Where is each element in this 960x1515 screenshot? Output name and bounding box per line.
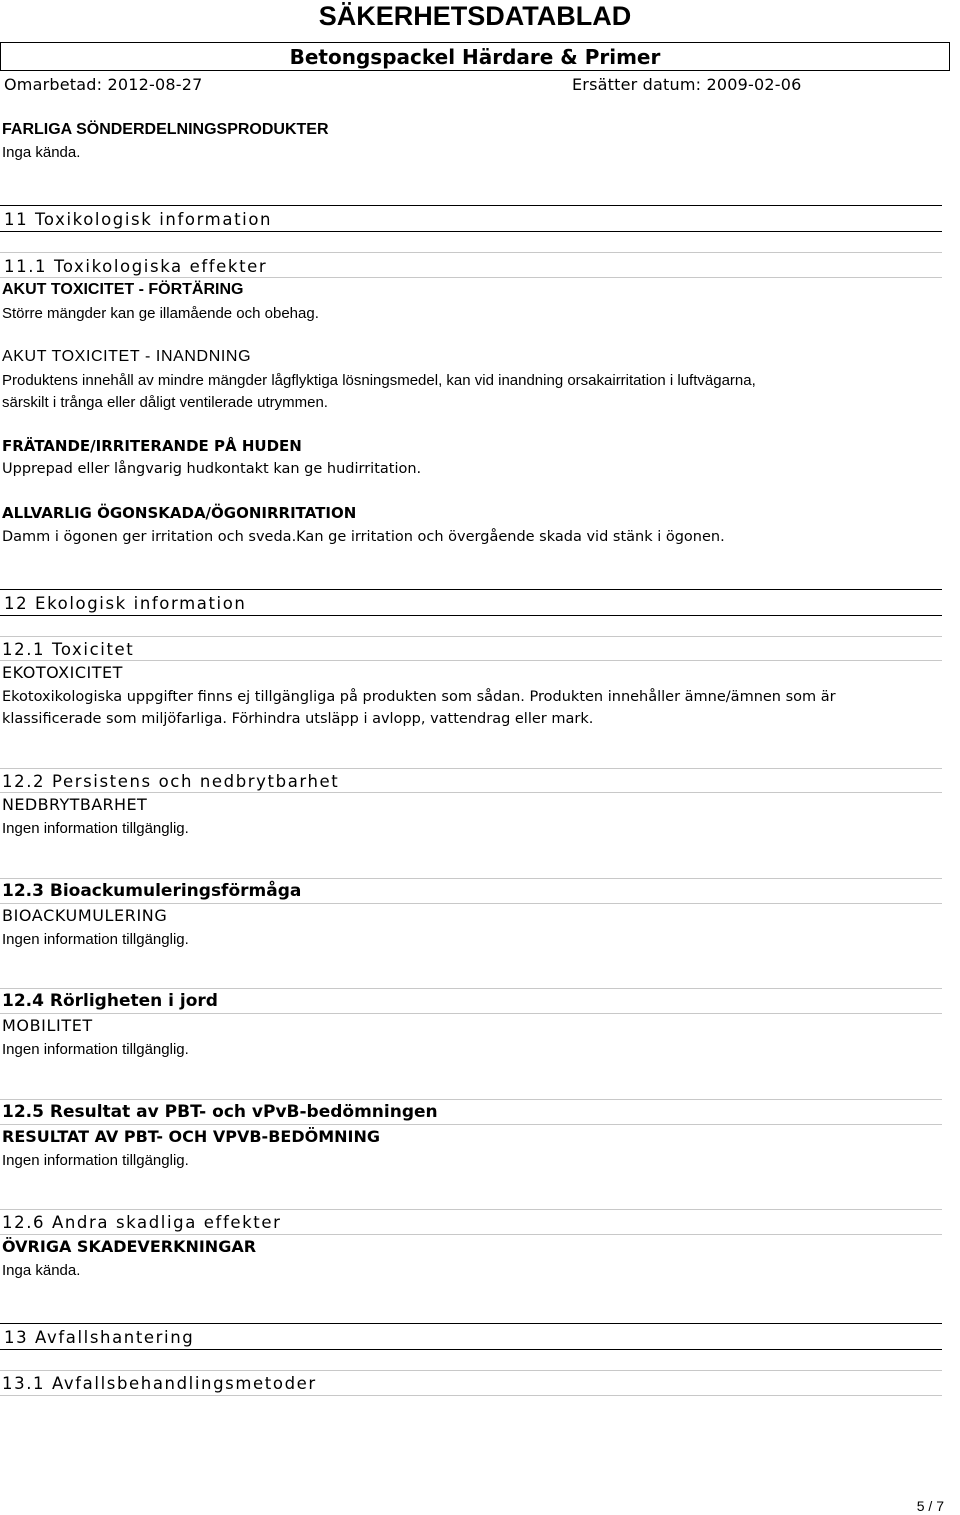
pbt-label: RESULTAT AV PBT- OCH VPVB-BEDÖMNING <box>2 1127 380 1146</box>
other-effects-text: Inga kända. <box>2 1262 81 1279</box>
skin-text: Upprepad eller långvarig hudkontakt kan ge hudirritation. <box>2 461 422 477</box>
degradability-label: NEDBRYTBARHET <box>2 795 148 814</box>
section-12-3-heading: 12.3 Bioackumuleringsförmåga <box>2 881 302 901</box>
section-12-bottom-rule <box>0 615 942 616</box>
decomposition-text: Inga kända. <box>2 144 81 161</box>
section-11-top-rule <box>0 205 942 206</box>
bioaccumulation-label: BIOACKUMULERING <box>2 906 168 925</box>
section-12-2-bottom-rule <box>0 792 942 793</box>
section-12-1-heading: 12.1 Toxicitet <box>2 640 135 659</box>
section-11-heading: 11 Toxikologisk information <box>4 210 273 229</box>
section-11-1-heading: 11.1 Toxikologiska effekter <box>4 257 268 276</box>
section-13-1-bottom-rule <box>0 1395 942 1396</box>
ingestion-heading: AKUT TOXICITET - FÖRTÄRING <box>2 281 244 298</box>
inhalation-text-line-1: Produktens innehåll av mindre mängder lågflyktiga lösningsmedel, kan vid inandning orsakairritation i luftvägarna, <box>2 372 756 389</box>
section-13-1-heading: 13.1 Avfallsbehandlingsmetoder <box>2 1374 317 1393</box>
skin-heading: FRÄTANDE/IRRITERANDE PÅ HUDEN <box>2 437 302 455</box>
mobility-label: MOBILITET <box>2 1016 93 1035</box>
degradability-text: Ingen information tillgänglig. <box>2 820 189 837</box>
ecotoxicity-text-line-1: Ekotoxikologiska uppgifter finns ej tillgängliga på produkten som sådan. Produkten innehåller ämne/ämnen som är <box>2 689 836 705</box>
section-12-5-bottom-rule <box>0 1124 942 1125</box>
document-title: SÄKERHETSDATABLAD <box>318 1 632 31</box>
ecotoxicity-label: EKOTOXICITET <box>2 663 123 682</box>
section-13-bottom-rule <box>0 1349 942 1350</box>
section-12-6-bottom-rule <box>0 1234 942 1235</box>
section-13-1-rule <box>0 1370 942 1371</box>
decomposition-heading: FARLIGA SÖNDERDELNINGSPRODUKTER <box>2 121 329 138</box>
section-12-5-heading: 12.5 Resultat av PBT- och vPvB-bedömningen <box>2 1102 438 1122</box>
mobility-text: Ingen information tillgänglig. <box>2 1041 189 1058</box>
section-11-1-rule <box>0 252 942 253</box>
section-12-6-heading: 12.6 Andra skadliga effekter <box>2 1213 282 1232</box>
page-number: 5 / 7 <box>916 1498 944 1514</box>
other-effects-label: ÖVRIGA SKADEVERKNINGAR <box>2 1237 257 1256</box>
bioaccumulation-text: Ingen information tillgänglig. <box>2 931 189 948</box>
section-12-4-bottom-rule <box>0 1013 942 1014</box>
section-12-1-bottom-rule <box>0 660 942 661</box>
section-11-bottom-rule <box>0 231 942 232</box>
section-12-1-rule <box>0 636 942 637</box>
section-13-top-rule <box>0 1323 942 1324</box>
section-12-2-heading: 12.2 Persistens och nedbrytbarhet <box>2 772 340 791</box>
inhalation-text-line-2: särskilt i trånga eller dåligt ventilerade utrymmen. <box>2 394 328 411</box>
section-12-2-rule <box>0 768 942 769</box>
section-12-4-heading: 12.4 Rörligheten i jord <box>2 991 218 1011</box>
section-12-top-rule <box>0 589 942 590</box>
replaces-date: Ersätter datum: 2009-02-06 <box>572 75 802 94</box>
ecotoxicity-text-line-2: klassificerade som miljöfarliga. Förhindra utsläpp i avlopp, vattendrag eller mark. <box>2 711 594 727</box>
section-11-1-bottom-rule <box>0 277 942 278</box>
pbt-text: Ingen information tillgänglig. <box>2 1152 189 1169</box>
product-name: Betongspackel Härdare & Primer <box>289 45 661 69</box>
section-13-heading: 13 Avfallshantering <box>4 1328 195 1347</box>
section-12-3-bottom-rule <box>0 903 942 904</box>
eye-heading: ALLVARLIG ÖGONSKADA/ÖGONIRRITATION <box>2 504 357 522</box>
inhalation-heading: AKUT TOXICITET - INANDNING <box>2 348 252 365</box>
ingestion-text: Större mängder kan ge illamående och obehag. <box>2 305 319 322</box>
eye-text: Damm i ögonen ger irritation och sveda.Kan ge irritation och övergående skada vid stänk i ögonen. <box>2 529 725 545</box>
section-12-6-rule <box>0 1209 942 1210</box>
section-12-heading: 12 Ekologisk information <box>4 594 247 613</box>
revised-date: Omarbetad: 2012-08-27 <box>4 75 203 94</box>
